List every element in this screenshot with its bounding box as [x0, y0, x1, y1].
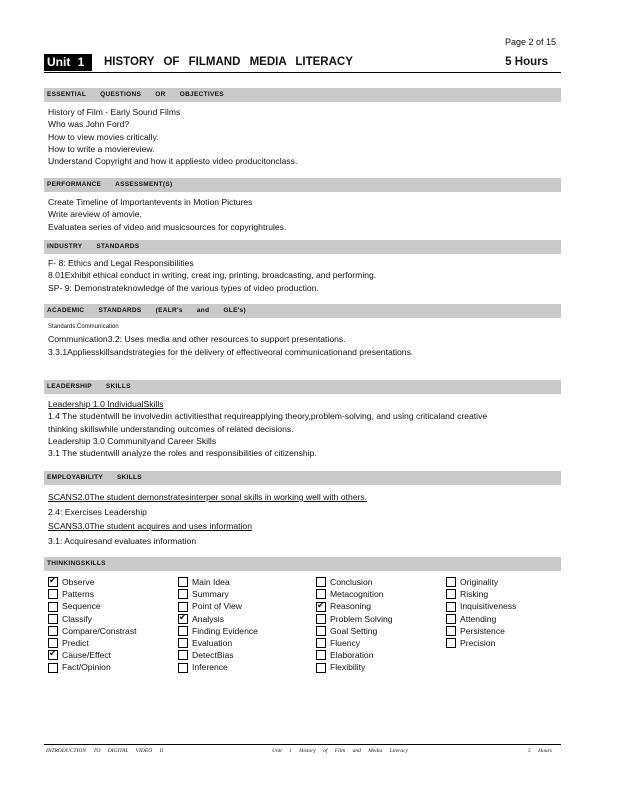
thinking-skill-label: Compare/Constrast [62, 625, 137, 636]
thinking-skill-label: Reasoning [330, 601, 372, 612]
thinking-skill-label: Inference [192, 662, 228, 673]
academic-heading: ACADEMIC STANDARDS (EALR's and GLE's) [44, 304, 561, 318]
checkbox-icon[interactable] [446, 638, 456, 648]
thinking-skill-label: Summary [192, 589, 229, 600]
essential-line: Understand Copyright and how it appliesto video producitonclass. [48, 156, 298, 167]
thinking-skill-label: Sequence [62, 601, 101, 612]
thinking-skill-label: Persistence [460, 625, 505, 636]
unit-hours: 5 Hours [505, 56, 548, 68]
thinking-skill-item[interactable] [178, 588, 258, 600]
thinking-skill-label: Patterns [62, 589, 95, 600]
thinking-column [178, 576, 258, 674]
checkbox-icon[interactable] [446, 589, 456, 599]
checkbox-icon[interactable] [48, 589, 58, 599]
industry-line: SP- 9: Demonstrateknowledge of the various types of video production. [48, 282, 319, 293]
checkbox-icon[interactable] [316, 577, 326, 587]
industry-line: 8.01Exhibit ethical conduct in writing, creat ing, printing, broadcasting, and performing. [48, 270, 377, 281]
essential-heading: ESSENTIAL QUESTIONS OR OBJECTIVES [44, 88, 561, 102]
checked-checkbox-icon[interactable] [48, 577, 58, 587]
thinking-skill-label: Cause/Effect [62, 650, 112, 661]
unit-header [44, 54, 561, 73]
thinking-skill-label: Attending [460, 613, 497, 624]
checkbox-icon[interactable] [48, 663, 58, 673]
thinking-skill-label: Risking [460, 589, 489, 600]
thinking-skill-item[interactable] [446, 588, 516, 600]
thinking-skill-item[interactable] [178, 625, 258, 637]
thinking-skill-item[interactable] [316, 588, 393, 600]
thinking-skill-label: Finding Evidence [192, 625, 258, 636]
standards-label: Standards:Communication [48, 324, 119, 330]
checkbox-icon[interactable] [178, 626, 188, 636]
footer-unit: Unit 1 History of Film and Media Literacy [272, 748, 408, 754]
thinking-skill-item[interactable] [446, 600, 516, 612]
thinking-skill-label: DetectBias [192, 650, 234, 661]
thinking-skill-item[interactable] [178, 613, 258, 625]
checkbox-icon[interactable] [446, 602, 456, 612]
performance-line: Write areview of amovie. [48, 209, 142, 220]
leadership-line: thinking skillswhile understanding outcomes of related decisions. [48, 423, 294, 434]
checkmark-icon: ✔ [49, 575, 57, 586]
thinking-skill-item[interactable] [48, 661, 137, 673]
thinking-skill-item[interactable] [446, 625, 516, 637]
thinking-skill-item[interactable] [48, 600, 137, 612]
thinking-skill-label: Conclusion [330, 577, 373, 587]
employability-line: SCANS3.0The student acquires and uses information [48, 521, 252, 531]
thinking-skill-item[interactable] [316, 576, 393, 588]
essential-line: History of Film - Early Sound Films [48, 107, 181, 117]
checkbox-icon[interactable] [178, 638, 188, 648]
thinking-skill-item[interactable] [316, 649, 393, 661]
thinking-skill-item[interactable] [48, 649, 137, 661]
checked-checkbox-icon[interactable] [178, 611, 188, 624]
thinking-skill-label: Inquisitiveness [460, 601, 517, 612]
thinking-skill-label: Originality [460, 577, 499, 587]
leadership-line: 1.4 The studentwill be involvedin activitiesthat requireapplying theory,problem-solving, and using criticaland creative [48, 411, 488, 422]
academic-line: Communication3.2: Uses media and other resources to support presentations. [48, 334, 346, 345]
thinking-skill-item[interactable] [48, 625, 137, 637]
thinking-skill-label: Fluency [330, 638, 361, 649]
thinking-skill-item[interactable] [178, 576, 258, 588]
thinking-skill-item[interactable] [446, 576, 516, 588]
thinking-skill-item[interactable] [316, 600, 393, 612]
thinking-skill-label: Precision [460, 638, 496, 649]
unit-label: Unit 1 [44, 54, 92, 71]
thinking-skill-item[interactable] [316, 625, 393, 637]
unit-title: HISTORY OF FILMAND MEDIA LITERACY [104, 56, 353, 68]
checkbox-icon[interactable] [178, 602, 188, 612]
industry-lines [48, 257, 548, 294]
footer-course: INTRODUCTION TO DIGITAL VIDEO II [46, 748, 164, 754]
industry-line: F- 8: Ethics and Legal Responsibilities [48, 258, 194, 268]
thinking-skill-item[interactable] [446, 613, 516, 625]
thinking-skill-item[interactable] [316, 661, 393, 673]
performance-heading: PERFORMANCE ASSESSMENT(S) [44, 178, 561, 192]
checkbox-icon[interactable] [316, 663, 326, 673]
thinking-skill-label: Point of View [192, 601, 243, 612]
checkbox-icon[interactable] [48, 602, 58, 612]
employability-line: SCANS2.0The student demonstratesinterper sonal skills in working well with others. [48, 492, 368, 502]
checkbox-icon[interactable] [48, 638, 58, 648]
page-number: Page 2 of 15 [504, 37, 556, 47]
checkbox-icon[interactable] [178, 663, 188, 673]
thinking-skill-label: Predict [62, 638, 89, 649]
essential-line: Who was John Ford? [48, 119, 130, 130]
checkbox-icon[interactable] [178, 589, 188, 599]
thinking-skill-label: Evaluation [192, 638, 233, 649]
thinking-skill-label: Flexibility [330, 662, 366, 673]
thinking-skill-item[interactable] [178, 637, 258, 649]
performance-lines [48, 196, 548, 233]
checkmark-icon: ✔ [49, 648, 57, 659]
academic-line: 3.3.1Appliesskillsandstrategies for the delivery of effectiveoral communicationand presentations. [48, 346, 414, 357]
checkmark-icon: ✔ [317, 599, 325, 610]
checkbox-icon[interactable] [316, 589, 326, 599]
leadership-link: Leadership 1.0 IndividualSkills [48, 399, 164, 409]
thinking-column [316, 576, 393, 674]
checkbox-icon[interactable] [316, 626, 326, 636]
thinking-skill-label: Classify [62, 613, 93, 624]
industry-heading: INDUSTRY STANDARDS [44, 240, 561, 254]
thinking-skill-item[interactable] [178, 661, 258, 673]
thinking-skill-label: Metacognition [330, 589, 384, 600]
thinking-skill-item[interactable] [48, 613, 137, 625]
checkbox-icon[interactable] [316, 650, 326, 660]
checkbox-icon[interactable] [178, 650, 188, 660]
essential-line: How to view movies critically. [48, 131, 159, 142]
thinking-skill-label: Elaboration [330, 650, 374, 661]
employability-lines [48, 490, 548, 548]
thinking-column [48, 576, 137, 674]
thinking-skill-label: Problem Solving [330, 613, 393, 624]
leadership-heading: LEADERSHIP SKILLS [44, 380, 561, 394]
thinking-skill-item[interactable] [316, 613, 393, 625]
checkbox-icon[interactable] [316, 614, 326, 624]
thinking-skill-label: Fact/Opinion [62, 662, 111, 673]
essential-lines [48, 106, 548, 167]
thinking-skill-label: Main Idea [192, 577, 230, 587]
footer-hours: 5 Hours [528, 748, 552, 754]
checked-checkbox-icon[interactable] [316, 599, 326, 612]
thinking-heading: THINKINGSKILLS [44, 557, 561, 571]
footer-rule [44, 744, 561, 745]
checkbox-icon[interactable] [446, 614, 456, 624]
essential-line: How to write a moviereview. [48, 143, 155, 154]
checkmark-icon: ✔ [179, 611, 187, 622]
thinking-skill-item[interactable] [48, 588, 137, 600]
employability-heading: EMPLOYABILITY SKILLS [44, 471, 561, 485]
checkbox-icon[interactable] [48, 626, 58, 636]
checkbox-icon[interactable] [48, 614, 58, 624]
leadership-lines [48, 398, 548, 459]
checked-checkbox-icon[interactable] [48, 650, 58, 660]
leadership-line: 3.1 The studentwill analyze the roles and responsibilities of citizenship. [48, 448, 317, 459]
thinking-skill-label: Goal Setting [330, 625, 378, 636]
thinking-skill-label: Observe [62, 577, 95, 587]
thinking-skill-item[interactable] [48, 576, 137, 588]
thinking-skill-item[interactable] [316, 637, 393, 649]
thinking-skill-item[interactable] [446, 637, 516, 649]
thinking-skill-item[interactable] [178, 600, 258, 612]
checkbox-icon[interactable] [446, 626, 456, 636]
checkbox-icon[interactable] [446, 577, 456, 587]
employability-line: 3.1: Acquiresand evaluates information [48, 535, 197, 546]
checkbox-icon[interactable] [316, 638, 326, 648]
checkbox-icon[interactable] [178, 577, 188, 587]
performance-line: Create Timeline of Importantevents in Motion Pictures [48, 197, 253, 207]
employability-line: 2.4: Exercises Leadership [48, 506, 147, 517]
thinking-column [446, 576, 516, 649]
thinking-skill-item[interactable] [48, 637, 137, 649]
academic-lines [48, 321, 548, 358]
performance-line: Evaluatea series of video and musicsources for copyrightrules. [48, 221, 287, 232]
leadership-line: Leadership 3.0 Communityand Career Skills [48, 435, 217, 446]
thinking-skill-label: Analysis [192, 613, 224, 624]
thinking-skill-item[interactable] [178, 649, 258, 661]
